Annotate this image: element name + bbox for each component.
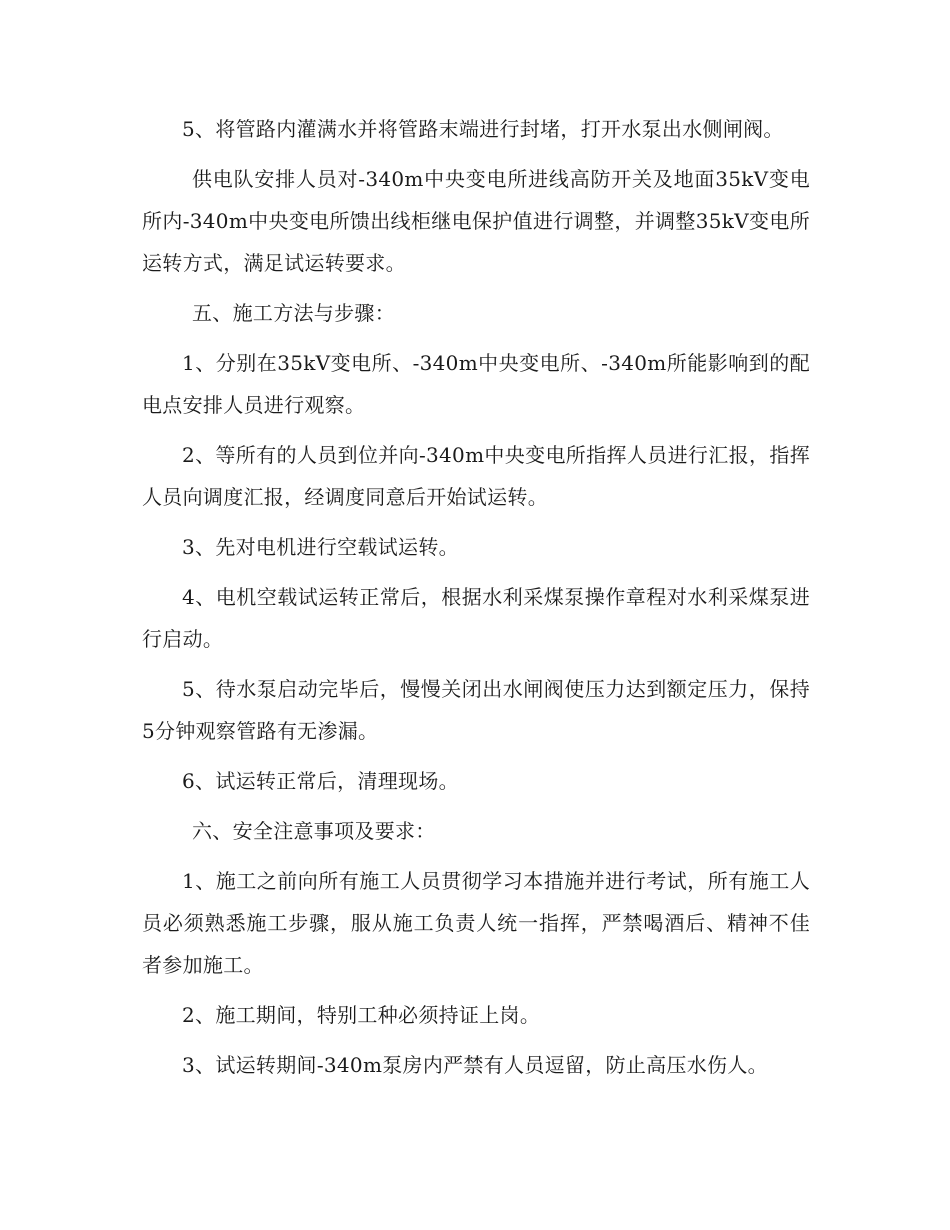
section-heading-construction-method: 五、施工方法与步骤：: [192, 301, 395, 325]
section-heading-safety-requirements: 六、安全注意事项及要求：: [192, 819, 436, 843]
paragraph-method-step-6: 6、试运转正常后，清理现场。: [182, 769, 459, 793]
paragraph-method-step-1: 1、分别在35kV变电所、-340m中央变电所、-340m所能影响到的配电点安排人员进行观察。: [142, 351, 810, 417]
paragraph-method-step-2: 2、等所有的人员到位并向-340m中央变电所指挥人员进行汇报，指挥人员向调度汇报，经调度同意后开始试运转。: [142, 443, 810, 509]
paragraph-method-step-3: 3、先对电机进行空载试运转。: [182, 535, 459, 559]
paragraph-safety-item-1: 1、施工之前向所有施工人员贯彻学习本措施并进行考试，所有施工人员必须熟悉施工步骤，服从施工负责人统一指挥，严禁喝酒后、精神不佳者参加施工。: [142, 869, 810, 977]
paragraph-safety-item-2: 2、施工期间，特别工种必须持证上岗。: [182, 1003, 541, 1027]
paragraph-method-step-5: 5、待水泵启动完毕后，慢慢关闭出水闸阀使压力达到额定压力，保持5分钟观察管路有无渗漏。: [142, 677, 810, 743]
paragraph-method-step-4: 4、电机空载试运转正常后，根据水利采煤泵操作章程对水利采煤泵进行启动。: [142, 585, 810, 651]
paragraph-step-5-fill-pipe: 5、将管路内灌满水并将管路末端进行封堵，打开水泵出水侧闸阀。: [182, 117, 784, 141]
document-page: [142, 108, 810, 1086]
paragraph-safety-item-3: 3、试运转期间-340m泵房内严禁有人员逗留，防止高压水伤人。: [182, 1053, 768, 1077]
paragraph-power-supply-arrangement: 供电队安排人员对-340m中央变电所进线高防开关及地面35kV变电所内-340m中央变电所馈出线柜继电保护值进行调整，并调整35kV变电所运转方式，满足试运转要求。: [142, 167, 810, 275]
